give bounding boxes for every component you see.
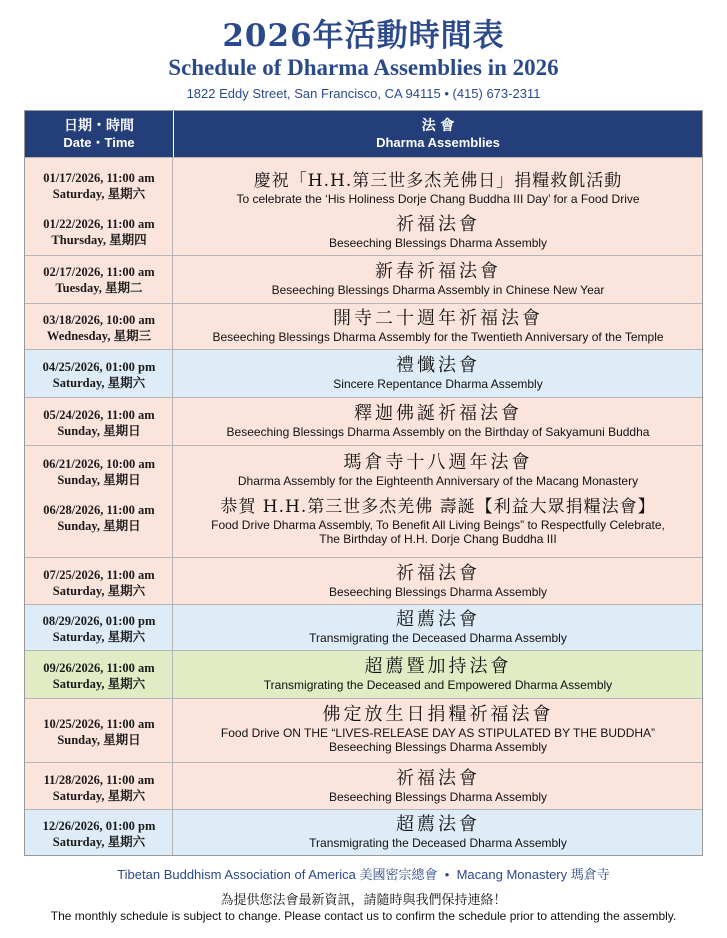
organization-line [0,864,727,883]
row-day: Sunday, 星期日 [57,733,141,747]
event-title-en: Beseeching Blessings Dharma Assembly on the Birthday of Sakyamuni Buddha [226,425,650,439]
table-row [25,397,702,445]
row-day: Sunday, 星期日 [57,473,141,487]
separator-bullet: • [444,867,450,882]
row-day: Saturday, 星期六 [52,835,146,849]
row-day: Wednesday, 星期三 [46,329,152,343]
row-date: 06/28/2026, 11:00 am [43,503,155,517]
row-day: Saturday, 星期六 [52,584,146,598]
header-date-time [25,111,174,157]
table-row [25,809,702,855]
title-chinese: 2026年活動時間表 [222,18,505,54]
table-row [25,349,702,397]
row-day: Thursday, 星期四 [51,233,147,247]
row-date: 02/17/2026, 11:00 am [43,265,155,279]
event-title-cn: 恭賀 H.H.第三世多杰羌佛 壽誕【利益大眾捐糧法會】 [220,497,656,517]
event-title-en: Transmigrating the Deceased Dharma Assembly [309,631,567,645]
event-title-cn: 超薦法會 [396,814,480,835]
notice-english: The monthly schedule is subject to change. Please contact us to confirm the schedule prior to attending the assembly. [50,909,677,923]
event-title-en: Beseeching Blessings Dharma Assembly [328,790,548,804]
org-name-cn: 美國密宗總會 [359,868,438,883]
event-title-en: To celebrate the ‘His Holiness Dorje Chang Buddha III Day’ for a Food Drive [236,192,640,206]
row-day: Saturday, 星期六 [52,376,146,390]
event-title-cn: 瑪倉寺十八週年法會 [343,452,533,473]
event-title-en: The Birthday of H.H. Dorje Chang Buddha III [319,532,557,546]
header-assemblies [174,111,702,157]
monastery-name-en: Macang Monastery [456,867,568,882]
row-day: Saturday, 星期六 [52,187,146,201]
row-date: 09/26/2026, 11:00 am [43,661,155,675]
header-date-en: Date・Time [63,135,135,150]
event-title-en: Transmigrating the Deceased Dharma Assembly [309,836,567,850]
row-date: 08/29/2026, 01:00 pm [42,614,156,628]
event-title-cn: 佛定放生日捐糧祈福法會 [322,704,554,725]
notice-chinese: 為提供您法會最新資訊，請隨時與我們保持連絡！ [220,893,507,908]
event-title-cn: 祈福法會 [396,768,480,789]
event-title-en: Beseeching Blessings Dharma Assembly [328,740,548,754]
event-title-cn: 新春祈福法會 [375,261,501,282]
row-date: 07/25/2026, 11:00 am [43,568,155,582]
event-title-en: Transmigrating the Deceased and Empowered Dharma Assembly [263,678,613,692]
event-title-cn: 超薦暨加持法會 [364,656,512,677]
table-row [25,157,702,255]
event-title-cn: 釋迦佛誕祈福法會 [354,403,522,424]
row-day: Sunday, 星期日 [57,424,141,438]
row-date: 11/28/2026, 11:00 am [43,773,155,787]
event-title-en: Beseeching Blessings Dharma Assembly [328,585,548,599]
header-event-en: Dharma Assemblies [376,135,500,150]
org-name-en: Tibetan Buddhism Association of America [117,867,356,882]
schedule-table [24,110,703,856]
header-event-cn: 法 會 [421,118,455,134]
row-date: 03/18/2026, 10:00 am [42,313,156,327]
monastery-name-cn: 瑪倉寺 [570,868,610,883]
event-title-en: Food Drive Dharma Assembly, To Benefit All Living Beings” to Respectfully Celebrate, [211,518,665,532]
table-row [25,255,702,303]
event-title-cn: 開寺二十週年祈福法會 [333,308,543,329]
row-date: 01/22/2026, 11:00 am [43,217,155,231]
table-row [25,762,702,809]
event-title-cn: 超薦法會 [396,609,480,630]
event-title-en: Food Drive ON THE “LIVES-RELEASE DAY AS STIPULATED BY THE BUDDHA” [220,726,656,740]
event-title-en: Dharma Assembly for the Eighteenth Anniversary of the Macang Monastery [237,474,639,488]
title-english: Schedule of Dharma Assemblies in 2026 [168,55,559,80]
table-header [25,111,702,157]
row-date: 05/24/2026, 11:00 am [43,408,155,422]
row-day: Tuesday, 星期二 [55,281,143,295]
row-day: Saturday, 星期六 [52,677,146,691]
row-date: 04/25/2026, 01:00 pm [42,360,156,374]
header-date-cn: 日期・時間 [64,118,134,134]
table-row [25,557,702,604]
row-date: 01/17/2026, 11:00 am [43,171,155,185]
row-day: Sunday, 星期日 [57,519,141,533]
row-day: Saturday, 星期六 [52,789,146,803]
event-title-en: Beseeching Blessings Dharma Assembly in Chinese New Year [271,283,605,297]
table-row [25,445,702,557]
event-title-cn: 禮懺法會 [396,355,480,376]
address-line: 1822 Eddy Street, San Francisco, CA 94115 • (415) 673-2311 [186,86,541,101]
row-day: Saturday, 星期六 [52,630,146,644]
table-row [25,650,702,698]
event-title-en: Beseeching Blessings Dharma Assembly [328,236,548,250]
event-title-cn: 慶祝「H.H.第三世多杰羌佛日」捐糧救飢活動 [253,171,623,191]
table-row [25,604,702,650]
row-date: 06/21/2026, 10:00 am [42,457,156,471]
event-title-en: Sincere Repentance Dharma Assembly [333,377,543,391]
event-title-en: Beseeching Blessings Dharma Assembly for the Twentieth Anniversary of the Temple [212,330,664,344]
table-row [25,698,702,762]
event-title-cn: 祈福法會 [396,563,480,584]
row-date: 12/26/2026, 01:00 pm [42,819,156,833]
row-date: 10/25/2026, 11:00 am [43,717,155,731]
event-title-cn: 祈福法會 [396,214,480,235]
table-row [25,303,702,349]
